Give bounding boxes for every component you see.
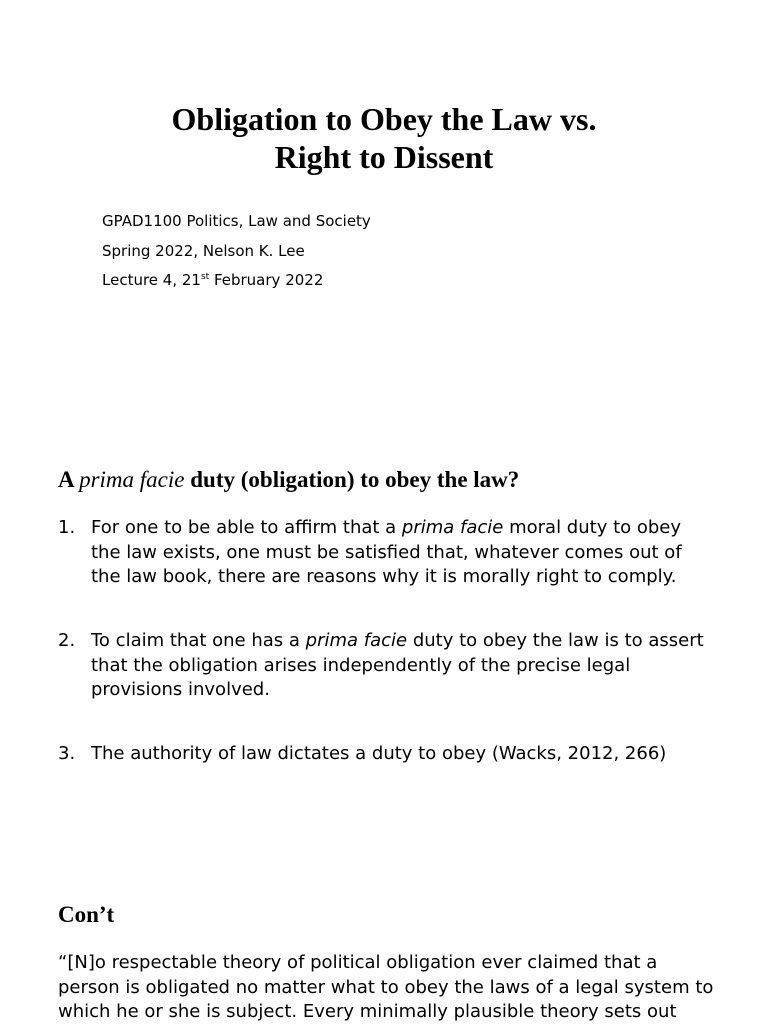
quote-line: person is obligated no matter what to obey the laws of a legal system to (58, 976, 714, 998)
item-2-line-1-start: To claim that one has a (91, 630, 306, 651)
list-item-text (91, 742, 731, 767)
lecture-date-suffix: February 2022 (209, 271, 324, 289)
item-1-italic: prima facie (401, 517, 504, 538)
list-item-text (91, 629, 731, 703)
heading-italic: prima facie (79, 467, 185, 492)
quote-line: which he or she is subject. Every minimally plausible theory sets out (58, 1001, 677, 1022)
item-1-line-1-start: For one to be able to affirm that a (91, 517, 402, 538)
quote-line: “[N]o respectable theory of political obligation ever claimed that a (58, 952, 658, 973)
list-item-text (91, 516, 731, 590)
term-and-instructor: Spring 2022, Nelson K. Lee (102, 241, 305, 260)
item-1-line-3: the law book, there are reasons why it is morally right to comply. (91, 566, 677, 587)
item-1-line-2: the law exists, one must be satisfied that, whatever comes out of (91, 541, 682, 563)
lecture-date-ordinal: st (200, 272, 210, 282)
course-name: GPAD1100 Politics, Law and Society (102, 212, 371, 230)
page-title (0, 100, 768, 176)
quote-paragraph (58, 951, 748, 1025)
lecture-details (102, 207, 371, 296)
section-heading-prima-facie (58, 465, 519, 495)
item-2-line-2: that the obligation arises independently of the precise legal (91, 654, 631, 676)
item-3-line-1: The authority of law dictates a duty to obey (Wacks, 2012, 266) (91, 743, 667, 764)
lecture-date (102, 266, 371, 296)
list-item-number: 1. (58, 517, 76, 538)
heading-prefix: A (58, 467, 80, 492)
list-item-number: 2. (58, 630, 76, 651)
title-line-1: Obligation to Obey the Law vs. (171, 101, 597, 137)
list-item-number: 3. (58, 743, 76, 764)
item-2-line-3: provisions involved. (91, 679, 270, 700)
item-1-line-1-end: moral duty to obey (503, 517, 682, 538)
item-2-line-1-end: duty to obey the law is to assert (407, 630, 704, 651)
lecture-date-prefix: Lecture 4, 21 (102, 271, 201, 289)
section-heading-cont: Con’t (58, 902, 115, 927)
item-2-italic: prima facie (305, 630, 408, 651)
heading-suffix: duty (obligation) to obey the law? (184, 467, 520, 492)
title-line-2: Right to Dissent (274, 139, 494, 175)
